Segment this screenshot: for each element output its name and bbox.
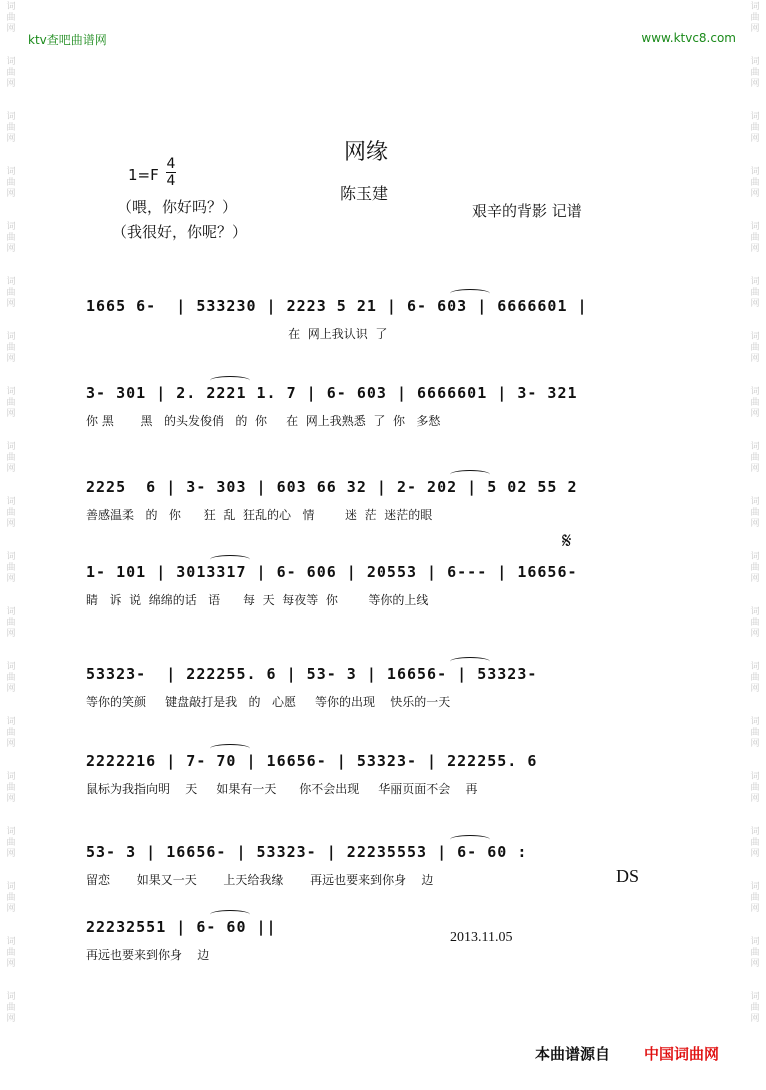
watermark-block — [2, 935, 20, 990]
watermark-char: 曲 — [750, 563, 760, 573]
watermark-char: 词 — [6, 662, 16, 672]
watermark-char: 曲 — [750, 618, 760, 628]
watermark-char: 网 — [6, 629, 16, 639]
notation-line: 3- 301 | 2. 2221 1. 7 | 6- 603 | 6666601 | 3- 321 — [86, 384, 578, 402]
watermark-char: 词 — [750, 112, 760, 122]
lyric-line: 留恋 如果又一天 上天给我缘 再远也要来到你身 边 — [86, 873, 434, 887]
lyric-line: 睛 诉 说 绵绵的话 语 每 天 每夜等 你 等你的上线 — [86, 593, 429, 607]
watermark-char: 曲 — [6, 178, 16, 188]
watermark-char: 词 — [6, 827, 16, 837]
watermark-char: 网 — [750, 684, 760, 694]
lyric-line: 等你的笑颜 键盘敲打是我 的 心愿 等你的出现 快乐的一天 — [86, 695, 451, 709]
watermark-block — [2, 825, 20, 880]
watermark-char: 曲 — [750, 1003, 760, 1013]
watermark-char: 曲 — [750, 728, 760, 738]
watermark-char: 网 — [750, 1014, 760, 1024]
notation-line: 53323- | 222255. 6 | 53- 3 | 16656- | 53323- — [86, 665, 538, 683]
watermark-char: 网 — [750, 519, 760, 529]
watermark-block — [2, 55, 20, 110]
site-url-right[interactable]: www.ktvc8.com — [641, 31, 736, 45]
date-stamp: 2013.11.05 — [450, 930, 513, 945]
watermark-char: 词 — [750, 222, 760, 232]
notation-line: 1665 6- | 533230 | 2223 5 21 | 6- 603 | 6666601 | — [86, 297, 588, 315]
watermark-char: 词 — [6, 167, 16, 177]
watermark-char: 词 — [6, 387, 16, 397]
watermark-char: 曲 — [750, 783, 760, 793]
watermark-char: 词 — [6, 607, 16, 617]
watermark-char: 曲 — [6, 838, 16, 848]
watermark-char: 词 — [750, 442, 760, 452]
ds-mark: DS — [616, 866, 640, 886]
time-bottom: 4 — [166, 173, 176, 189]
watermark-char: 网 — [750, 739, 760, 749]
watermark-char: 词 — [750, 882, 760, 892]
notation-line: 22232551 | 6- 60 || — [86, 918, 277, 936]
watermark-block — [746, 110, 764, 165]
watermark-char: 网 — [6, 299, 16, 309]
watermark-char: 词 — [750, 57, 760, 67]
watermark-char: 网 — [6, 794, 16, 804]
watermark-char: 曲 — [6, 123, 16, 133]
watermark-char: 曲 — [750, 178, 760, 188]
watermark-block — [746, 880, 764, 935]
lyric-line: 善感温柔 的 你 狂 乱 狂乱的心 情 迷 茫 迷茫的眼 — [86, 508, 433, 522]
watermark-right — [746, 0, 764, 1090]
watermark-char: 网 — [750, 79, 760, 89]
site-name-left[interactable]: ktv查吧曲谱网 — [28, 33, 107, 47]
watermark-block — [2, 0, 20, 55]
watermark-char: 词 — [6, 497, 16, 507]
watermark-char: 曲 — [750, 123, 760, 133]
watermark-char: 词 — [750, 937, 760, 947]
watermark-char: 词 — [6, 2, 16, 12]
watermark-char: 网 — [6, 354, 16, 364]
watermark-char: 词 — [750, 717, 760, 727]
watermark-char: 词 — [6, 442, 16, 452]
watermark-block — [746, 935, 764, 990]
watermark-block — [746, 825, 764, 880]
dialogue-note-1: （喂，你好吗？） — [117, 198, 238, 216]
watermark-block — [746, 550, 764, 605]
watermark-block — [746, 55, 764, 110]
watermark-char: 曲 — [750, 68, 760, 78]
watermark-char: 词 — [6, 112, 16, 122]
watermark-char: 曲 — [6, 1003, 16, 1013]
watermark-char: 网 — [6, 519, 16, 529]
watermark-char: 曲 — [750, 508, 760, 518]
watermark-char: 网 — [6, 959, 16, 969]
watermark-char: 曲 — [750, 893, 760, 903]
watermark-char: 词 — [750, 167, 760, 177]
watermark-block — [2, 605, 20, 660]
watermark-char: 词 — [6, 332, 16, 342]
watermark-char: 词 — [6, 882, 16, 892]
slur-mark — [210, 910, 250, 919]
watermark-char: 网 — [6, 244, 16, 254]
watermark-char: 网 — [750, 794, 760, 804]
watermark-char: 曲 — [750, 948, 760, 958]
score-recorder: 艰辛的背影 记谱 — [472, 202, 582, 220]
watermark-char: 网 — [6, 904, 16, 914]
watermark-char: 网 — [750, 849, 760, 859]
watermark-char: 词 — [750, 497, 760, 507]
notation-line: 2225 6 | 3- 303 | 603 66 32 | 2- 202 | 5 02 55 2 — [86, 478, 578, 496]
watermark-char: 网 — [6, 464, 16, 474]
watermark-block — [2, 550, 20, 605]
watermark-char: 曲 — [6, 618, 16, 628]
lyric-line: 再远也要来到你身 边 — [86, 948, 210, 962]
watermark-char: 曲 — [6, 13, 16, 23]
watermark-char: 网 — [750, 299, 760, 309]
watermark-block — [2, 990, 20, 1045]
watermark-block — [2, 165, 20, 220]
watermark-char: 曲 — [6, 673, 16, 683]
watermark-char: 曲 — [6, 398, 16, 408]
watermark-block — [746, 440, 764, 495]
slur-mark — [450, 289, 490, 298]
watermark-char: 曲 — [750, 13, 760, 23]
watermark-block — [746, 275, 764, 330]
watermark-block — [746, 770, 764, 825]
segno-sign: 𝄋 — [562, 529, 572, 554]
watermark-char: 词 — [750, 2, 760, 12]
watermark-char: 网 — [750, 354, 760, 364]
watermark-block — [746, 660, 764, 715]
watermark-char: 词 — [750, 827, 760, 837]
watermark-char: 曲 — [750, 288, 760, 298]
watermark-char: 曲 — [6, 728, 16, 738]
lyric-line: 在 网上我认识 了 — [86, 327, 388, 341]
dialogue-note-2: （我很好，你呢？） — [112, 223, 248, 241]
notation-line: 2222216 | 7- 70 | 16656- | 53323- | 222255. 6 — [86, 752, 538, 770]
watermark-char: 网 — [6, 409, 16, 419]
watermark-block — [2, 440, 20, 495]
watermark-char: 曲 — [750, 838, 760, 848]
song-title: 网缘 — [344, 140, 389, 165]
watermark-block — [2, 110, 20, 165]
watermark-block — [746, 385, 764, 440]
watermark-block — [2, 275, 20, 330]
watermark-char: 词 — [750, 387, 760, 397]
watermark-char: 曲 — [6, 343, 16, 353]
watermark-char: 曲 — [6, 233, 16, 243]
watermark-block — [746, 495, 764, 550]
watermark-char: 曲 — [750, 398, 760, 408]
watermark-char: 网 — [750, 24, 760, 34]
watermark-char: 词 — [6, 552, 16, 562]
watermark-char: 词 — [750, 607, 760, 617]
notation-line: 1- 101 | 3013317 | 6- 606 | 20553 | 6--- | 16656- — [86, 563, 578, 581]
watermark-char: 网 — [750, 134, 760, 144]
watermark-block — [746, 715, 764, 770]
source-label: 本曲谱源自 — [535, 1045, 611, 1063]
watermark-char: 曲 — [6, 68, 16, 78]
source-site-link[interactable]: 中国词曲网 — [644, 1045, 720, 1063]
watermark-char: 网 — [6, 574, 16, 584]
watermark-char: 网 — [6, 24, 16, 34]
watermark-char: 词 — [750, 772, 760, 782]
watermark-block — [2, 715, 20, 770]
watermark-char: 网 — [6, 134, 16, 144]
watermark-char: 网 — [750, 574, 760, 584]
slur-mark — [450, 657, 490, 666]
watermark-char: 曲 — [750, 343, 760, 353]
watermark-char: 词 — [750, 552, 760, 562]
slur-mark — [450, 470, 490, 479]
watermark-block — [746, 330, 764, 385]
watermark-block — [2, 770, 20, 825]
composer: 陈玉建 — [340, 184, 389, 203]
watermark-block — [746, 220, 764, 275]
time-signature — [166, 156, 176, 189]
lyric-line: 你 黑 黑 的头发俊俏 的 你 在 网上我熟悉 了 你 多愁 — [86, 414, 441, 428]
watermark-block — [2, 385, 20, 440]
watermark-char: 词 — [750, 277, 760, 287]
watermark-char: 曲 — [6, 783, 16, 793]
watermark-char: 曲 — [750, 453, 760, 463]
watermark-char: 词 — [6, 717, 16, 727]
watermark-char: 曲 — [750, 233, 760, 243]
slur-mark — [450, 835, 490, 844]
watermark-char: 词 — [750, 662, 760, 672]
watermark-left — [2, 0, 20, 1090]
key-signature: 1=F — [128, 166, 159, 184]
watermark-char: 曲 — [6, 453, 16, 463]
watermark-char: 词 — [6, 277, 16, 287]
watermark-char: 网 — [750, 464, 760, 474]
watermark-block — [746, 990, 764, 1045]
watermark-block — [2, 495, 20, 550]
watermark-char: 网 — [6, 684, 16, 694]
slur-mark — [210, 376, 250, 385]
watermark-block — [746, 165, 764, 220]
watermark-char: 词 — [6, 222, 16, 232]
watermark-char: 词 — [750, 992, 760, 1002]
watermark-char: 词 — [6, 937, 16, 947]
watermark-char: 网 — [750, 409, 760, 419]
watermark-char: 曲 — [750, 673, 760, 683]
watermark-block — [2, 220, 20, 275]
watermark-char: 曲 — [6, 563, 16, 573]
watermark-char: 曲 — [6, 893, 16, 903]
watermark-char: 词 — [750, 332, 760, 342]
watermark-char: 网 — [6, 739, 16, 749]
watermark-char: 曲 — [6, 288, 16, 298]
notation-line: 53- 3 | 16656- | 53323- | 22235553 | 6- 60 : — [86, 843, 528, 861]
watermark-block — [2, 330, 20, 385]
watermark-block — [2, 880, 20, 935]
slur-mark — [210, 555, 250, 564]
watermark-char: 网 — [6, 1014, 16, 1024]
watermark-block — [2, 660, 20, 715]
watermark-block — [746, 0, 764, 55]
slur-mark — [210, 744, 250, 753]
watermark-char: 网 — [750, 189, 760, 199]
watermark-char: 词 — [6, 772, 16, 782]
watermark-char: 网 — [750, 904, 760, 914]
watermark-char: 网 — [750, 244, 760, 254]
watermark-char: 词 — [6, 57, 16, 67]
lyric-line: 鼠标为我指向明 天 如果有一天 你不会出现 华丽页面不会 再 — [86, 782, 478, 796]
watermark-char: 词 — [6, 992, 16, 1002]
watermark-block — [746, 605, 764, 660]
watermark-char: 网 — [6, 189, 16, 199]
watermark-char: 网 — [6, 849, 16, 859]
watermark-char: 曲 — [6, 948, 16, 958]
watermark-char: 曲 — [6, 508, 16, 518]
watermark-char: 网 — [750, 629, 760, 639]
watermark-char: 网 — [750, 959, 760, 969]
time-top: 4 — [166, 156, 176, 172]
watermark-char: 网 — [6, 79, 16, 89]
